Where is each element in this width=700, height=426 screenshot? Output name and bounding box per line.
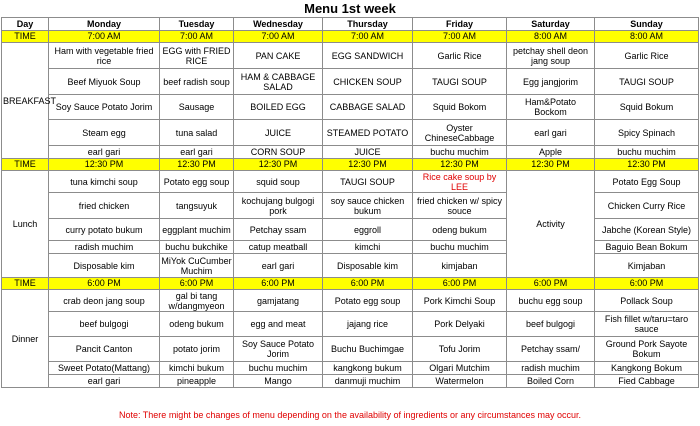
time-cell: 12:30 PM [49, 159, 160, 171]
menu-cell: Squid Bokum [595, 95, 699, 120]
menu-cell: Steam egg [49, 120, 160, 146]
header-saturday: Saturday [507, 18, 595, 31]
menu-cell: tangsuyuk [160, 193, 234, 219]
menu-cell: fried chicken w/ spicy souce [413, 193, 507, 219]
menu-cell: fried chicken [49, 193, 160, 219]
menu-cell: egg and meat [234, 312, 323, 337]
time-cell: 7:00 AM [49, 31, 160, 43]
menu-cell: Pork Kimchi Soup [413, 290, 507, 312]
menu-cell: catup meatball [234, 241, 323, 254]
menu-cell: buchu egg soup [507, 290, 595, 312]
table-row [2, 146, 699, 159]
menu-cell: Buchu Buchimgae [323, 337, 413, 362]
menu-cell: Potato egg soup [160, 171, 234, 193]
dinner-label: Dinner [2, 290, 49, 388]
table-row [2, 95, 699, 120]
page-title: Menu 1st week [304, 1, 396, 16]
menu-cell: eggroll [323, 219, 413, 241]
menu-cell: Garlic Rice [413, 43, 507, 69]
header-wednesday: Wednesday [234, 18, 323, 31]
menu-cell: MiYok CuCumber Muchim [161, 255, 232, 276]
menu-cell: Pollack Soup [595, 290, 699, 312]
menu-cell: pineapple [160, 375, 234, 388]
menu-cell: Tofu Jorim [413, 337, 507, 362]
time-cell: 6:00 PM [234, 278, 323, 290]
menu-cell: Kimjaban [595, 254, 699, 278]
table-row [2, 375, 699, 388]
menu-cell: Squid Bokom [413, 95, 507, 120]
menu-cell: Ham&Potato Bockom [507, 95, 595, 120]
table-row [2, 69, 699, 95]
menu-cell: Soy Sauce Potato Jorim [234, 337, 323, 362]
menu-cell: CABBAGE SALAD [323, 95, 413, 120]
menu-cell: buchu muchim [413, 241, 507, 254]
time-cell: 12:30 PM [323, 159, 413, 171]
menu-cell: Chicken Curry Rice [595, 193, 699, 219]
time-cell: 7:00 AM [234, 31, 323, 43]
table-row [2, 312, 699, 337]
menu-cell: Pork Delyaki [413, 312, 507, 337]
menu-cell: earl gari [49, 146, 160, 159]
menu-cell: Soy Sauce Potato Jorim [49, 95, 160, 120]
menu-cell: kochujang bulgogi pork [234, 193, 323, 219]
menu-cell: odeng bukum [413, 219, 507, 241]
menu-cell: JUICE [323, 146, 413, 159]
menu-cell: TAUGI SOUP [413, 69, 507, 95]
menu-cell: TAUGI SOUP [323, 171, 413, 193]
time-cell: 6:00 PM [160, 278, 234, 290]
time-cell: 8:00 AM [595, 31, 699, 43]
header-tuesday: Tuesday [160, 18, 234, 31]
header-friday: Friday [413, 18, 507, 31]
menu-cell: Jabche (Korean Style) [595, 219, 699, 241]
time-cell: 12:30 PM [413, 159, 507, 171]
menu-cell: petchay shell deon jang soup [507, 43, 595, 69]
menu-cell: Fied Cabbage [595, 375, 699, 388]
menu-cell: Ground Pork Sayote Bokum [595, 337, 699, 362]
table-row [2, 171, 699, 193]
menu-cell: crab deon jang soup [49, 290, 160, 312]
breakfast-label: BREAKFAST [2, 43, 49, 159]
menu-cell: earl gari [507, 120, 595, 146]
time-cell: 12:30 PM [160, 159, 234, 171]
menu-cell: Sweet Potato(Mattang) [49, 362, 160, 375]
menu-cell: Oyster ChineseCabbage [413, 120, 507, 146]
menu-cell: eggplant muchim [160, 219, 234, 241]
table-row [2, 43, 699, 69]
menu-cell: EGG with FRIED RICE [160, 43, 234, 69]
menu-cell: Potato egg soup [323, 290, 413, 312]
menu-cell: Petchay ssam [234, 219, 323, 241]
table-row [2, 290, 699, 312]
time-label: TIME [2, 278, 49, 290]
menu-cell: kimchi bukum [160, 362, 234, 375]
menu-cell: squid soup [234, 171, 323, 193]
time-cell: 7:00 AM [160, 31, 234, 43]
menu-cell: tuna salad [160, 120, 234, 146]
time-cell: 12:30 PM [595, 159, 699, 171]
header-thursday: Thursday [323, 18, 413, 31]
menu-cell: BOILED EGG [234, 95, 323, 120]
menu-cell: Egg jangjorim [507, 69, 595, 95]
time-cell: 6:00 PM [595, 278, 699, 290]
table-row [2, 193, 699, 219]
lunch-label: Lunch [2, 171, 49, 278]
menu-cell: gal bi tang w/dangmyeon [160, 290, 234, 312]
time-cell: 6:00 PM [323, 278, 413, 290]
dinner-time-row [2, 278, 699, 290]
header-row [2, 18, 699, 31]
menu-cell: buchu muchim [413, 146, 507, 159]
menu-cell: radish muchim [49, 241, 160, 254]
menu-cell: curry potato bukum [49, 219, 160, 241]
menu-cell: Beef Miyuok Soup [49, 69, 160, 95]
saturday-activity: Activity [507, 171, 595, 278]
header-day: Day [2, 18, 49, 31]
menu-cell: danmuji muchim [323, 375, 413, 388]
menu-cell: Disposable kim [323, 254, 413, 278]
table-row [2, 219, 699, 241]
menu-cell: earl gari [49, 375, 160, 388]
menu-cell: Olgari Mutchim [413, 362, 507, 375]
menu-cell: Watermelon [413, 375, 507, 388]
menu-cell: beef bulgogi [49, 312, 160, 337]
menu-cell: Fish fillet w/taru=taro sauce [595, 312, 699, 337]
table-row [2, 254, 699, 278]
menu-cell: STEAMED POTATO [323, 120, 413, 146]
lunch-time-row [2, 159, 699, 171]
menu-cell: buchu muchim [234, 362, 323, 375]
menu-table [1, 17, 699, 388]
menu-cell: beef radish soup [160, 69, 234, 95]
menu-cell: PAN CAKE [234, 43, 323, 69]
time-cell: 6:00 PM [49, 278, 160, 290]
menu-cell: Potato Egg Soup [595, 171, 699, 193]
menu-cell: soy sauce chicken bukum [323, 193, 413, 219]
menu-cell: Kangkong Bokum [595, 362, 699, 375]
time-cell: 6:00 PM [507, 278, 595, 290]
menu-cell: JUICE [234, 120, 323, 146]
menu-cell: earl gari [234, 254, 323, 278]
menu-cell: Pancit Canton [49, 337, 160, 362]
menu-cell: tuna kimchi soup [49, 171, 160, 193]
header-monday: Monday [49, 18, 160, 31]
menu-cell: potato jorim [160, 337, 234, 362]
table-row [2, 337, 699, 362]
menu-cell: kimjaban [413, 254, 507, 278]
menu-cell: Boiled Corn [507, 375, 595, 388]
table-row [2, 241, 699, 254]
menu-cell: kangkong bukum [323, 362, 413, 375]
time-cell: 6:00 PM [413, 278, 507, 290]
menu-cell: Petchay ssam/ [507, 337, 595, 362]
menu-cell: kimchi [323, 241, 413, 254]
header-sunday: Sunday [595, 18, 699, 31]
menu-cell: HAM & CABBAGE SALAD [234, 69, 323, 95]
table-row [2, 120, 699, 146]
menu-cell: Baguio Bean Bokum [595, 241, 699, 254]
menu-cell: radish muchim [507, 362, 595, 375]
menu-cell: buchu bukchike [160, 241, 234, 254]
menu-cell: TAUGI SOUP [595, 69, 699, 95]
time-cell: 12:30 PM [234, 159, 323, 171]
time-cell: 7:00 AM [413, 31, 507, 43]
time-cell: 7:00 AM [323, 31, 413, 43]
menu-cell: Spicy Spinach [595, 120, 699, 146]
breakfast-time-row [2, 31, 699, 43]
menu-cell: Ham with vegetable fried rice [49, 43, 160, 69]
time-label: TIME [2, 159, 49, 171]
menu-cell: gamjatang [234, 290, 323, 312]
menu-cell-highlight: Rice cake soup by LEE [413, 171, 507, 193]
time-label: TIME [2, 31, 49, 43]
menu-cell: Sausage [160, 95, 234, 120]
menu-cell: Apple [507, 146, 595, 159]
menu-cell: Garlic Rice [595, 43, 699, 69]
menu-cell: Mango [234, 375, 323, 388]
menu-cell: odeng bukum [160, 312, 234, 337]
menu-cell: beef bulgogi [507, 312, 595, 337]
menu-cell: EGG SANDWICH [323, 43, 413, 69]
time-cell: 12:30 PM [507, 159, 595, 171]
menu-cell: CHICKEN SOUP [323, 69, 413, 95]
menu-cell: Disposable kim [49, 254, 160, 278]
table-row [2, 362, 699, 375]
menu-cell: CORN SOUP [234, 146, 323, 159]
menu-note: Note: There might be changes of menu depending on the availability of ingredients or any circumstances may occur. [118, 410, 582, 420]
time-cell: 8:00 AM [507, 31, 595, 43]
menu-cell: jajang rice [323, 312, 413, 337]
menu-cell: earl gari [160, 146, 234, 159]
menu-cell: buchu muchim [595, 146, 699, 159]
